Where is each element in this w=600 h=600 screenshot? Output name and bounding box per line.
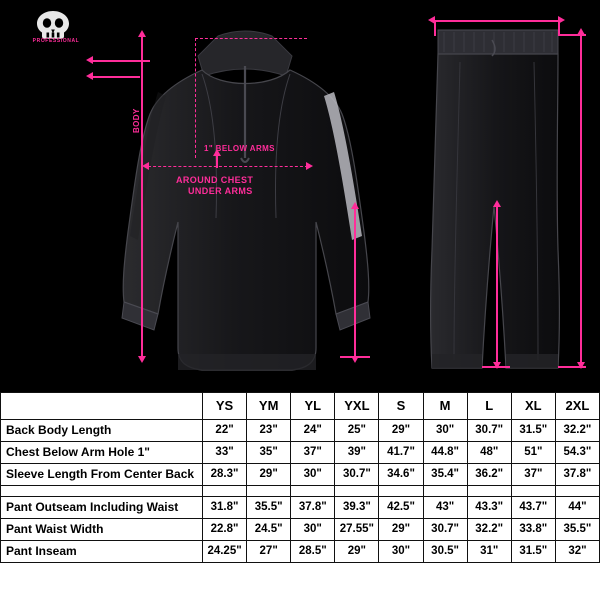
shoulder-top-tick [92, 60, 150, 62]
column-header-0 [1, 393, 203, 420]
pants-illustration [408, 10, 588, 390]
jacket-illustration [110, 18, 380, 388]
cell: 22.8" [203, 519, 247, 541]
annotation-around-chest-label: AROUND CHEST [176, 175, 254, 185]
cell: 43.7" [511, 497, 555, 519]
table-spacer-row [1, 486, 600, 497]
table-row [1, 497, 600, 519]
cell: 29" [247, 464, 291, 486]
row-label-pant-waist-width: Pant Waist Width [1, 519, 203, 541]
cell: 32.2" [467, 519, 511, 541]
spacer-cell [1, 486, 203, 497]
column-header-l: L [467, 393, 511, 420]
cell: 32" [555, 541, 599, 563]
cell: 37.8" [291, 497, 335, 519]
cell: 29" [335, 541, 379, 563]
spacer-cell [247, 486, 291, 497]
cell: 54.3" [555, 442, 599, 464]
column-header-m: M [423, 393, 467, 420]
sleeve-cuff-tick [340, 356, 370, 358]
cell: 27.55" [335, 519, 379, 541]
row-label-pant-inseam: Pant Inseam [1, 541, 203, 563]
spacer-cell [423, 486, 467, 497]
waist-width-line [434, 20, 560, 22]
chest-dashed-line [148, 166, 308, 167]
column-header-ys: YS [203, 393, 247, 420]
table-row [1, 420, 600, 442]
cell: 37.8" [555, 464, 599, 486]
waist-left-tick [434, 20, 436, 36]
row-label-back-body-length: Back Body Length [1, 420, 203, 442]
outseam-line [580, 34, 582, 368]
cell: 43" [423, 497, 467, 519]
column-header-s: S [379, 393, 423, 420]
table-row [1, 464, 600, 486]
brand-logo [10, 8, 96, 54]
cell: 44.8" [423, 442, 467, 464]
column-header-yl: YL [291, 393, 335, 420]
cell: 37" [511, 464, 555, 486]
cell: 22" [203, 420, 247, 442]
size-table-container [0, 392, 600, 600]
cell: 30.7" [423, 519, 467, 541]
cell: 33" [203, 442, 247, 464]
table-row [1, 442, 600, 464]
cell: 31.8" [203, 497, 247, 519]
cell: 28.5" [291, 541, 335, 563]
annotation-body-label: BODY [132, 108, 141, 133]
body-length-arrow-up [138, 30, 146, 37]
cell: 37" [291, 442, 335, 464]
spacer-cell [511, 486, 555, 497]
row-label-pant-outseam: Pant Outseam Including Waist [1, 497, 203, 519]
cell: 30" [291, 519, 335, 541]
cell: 28.3" [203, 464, 247, 486]
cell: 44" [555, 497, 599, 519]
cell: 24.25" [203, 541, 247, 563]
sleeve-arrow-up [351, 202, 359, 209]
annotation-below-arms-label: 1" BELOW ARMS [204, 144, 275, 153]
row-label-chest-below-arm-hole: Chest Below Arm Hole 1" [1, 442, 203, 464]
outseam-top-tick [558, 34, 586, 36]
cell: 30.7" [335, 464, 379, 486]
cell: 24" [291, 420, 335, 442]
cell: 41.7" [379, 442, 423, 464]
cell: 30.5" [423, 541, 467, 563]
cell: 35" [247, 442, 291, 464]
cell: 51" [511, 442, 555, 464]
quarter-zip-jacket-icon [110, 18, 380, 388]
cell: 27" [247, 541, 291, 563]
spacer-cell [291, 486, 335, 497]
column-header-2xl: 2XL [555, 393, 599, 420]
cell: 31.5" [511, 420, 555, 442]
column-header-yxl: YXL [335, 393, 379, 420]
spacer-cell [335, 486, 379, 497]
cell: 32.2" [555, 420, 599, 442]
annotation-under-arms-label: UNDER ARMS [188, 186, 253, 196]
cell: 30.7" [467, 420, 511, 442]
cell: 25" [335, 420, 379, 442]
cell: 23" [247, 420, 291, 442]
size-table [0, 392, 600, 563]
cell: 33.8" [511, 519, 555, 541]
row-label-sleeve-length: Sleeve Length From Center Back [1, 464, 203, 486]
spacer-cell [203, 486, 247, 497]
cell: 35.5" [555, 519, 599, 541]
chest-arrow-right [306, 162, 313, 170]
skull-logo-icon [10, 8, 96, 42]
cell: 29" [379, 519, 423, 541]
cell: 43.3" [467, 497, 511, 519]
spacer-cell [467, 486, 511, 497]
outseam-bottom-tick [558, 366, 586, 368]
body-length-line [141, 36, 143, 358]
column-header-ym: YM [247, 393, 291, 420]
cell: 36.2" [467, 464, 511, 486]
table-header-row [1, 393, 600, 420]
cell: 48" [467, 442, 511, 464]
cell: 35.4" [423, 464, 467, 486]
table-row [1, 519, 600, 541]
table-row [1, 541, 600, 563]
cell: 30" [379, 541, 423, 563]
body-length-arrow-down [138, 356, 146, 363]
cell: 24.5" [247, 519, 291, 541]
shoulder-arrow-left [86, 56, 93, 64]
cell: 42.5" [379, 497, 423, 519]
cell: 30" [291, 464, 335, 486]
spacer-cell [555, 486, 599, 497]
cell: 31" [467, 541, 511, 563]
shoulder-second-arrow-left [86, 72, 93, 80]
inseam-arrow-up [493, 200, 501, 207]
shoulder-dashed-line [195, 38, 307, 39]
inseam-bottom-tick [482, 366, 510, 368]
shoulder-second-tick [92, 76, 140, 78]
cell: 29" [379, 420, 423, 442]
center-back-dashed-line [195, 38, 196, 158]
cell: 30" [423, 420, 467, 442]
brand-logo-text: PROFESSIONAL [32, 38, 80, 44]
sleeve-measure-line [354, 208, 356, 358]
inseam-line [496, 206, 498, 368]
cell: 31.5" [511, 541, 555, 563]
chest-arrow-left [142, 162, 149, 170]
spacer-cell [379, 486, 423, 497]
cell: 39.3" [335, 497, 379, 519]
cell: 34.6" [379, 464, 423, 486]
cell: 35.5" [247, 497, 291, 519]
column-header-xl: XL [511, 393, 555, 420]
cell: 39" [335, 442, 379, 464]
